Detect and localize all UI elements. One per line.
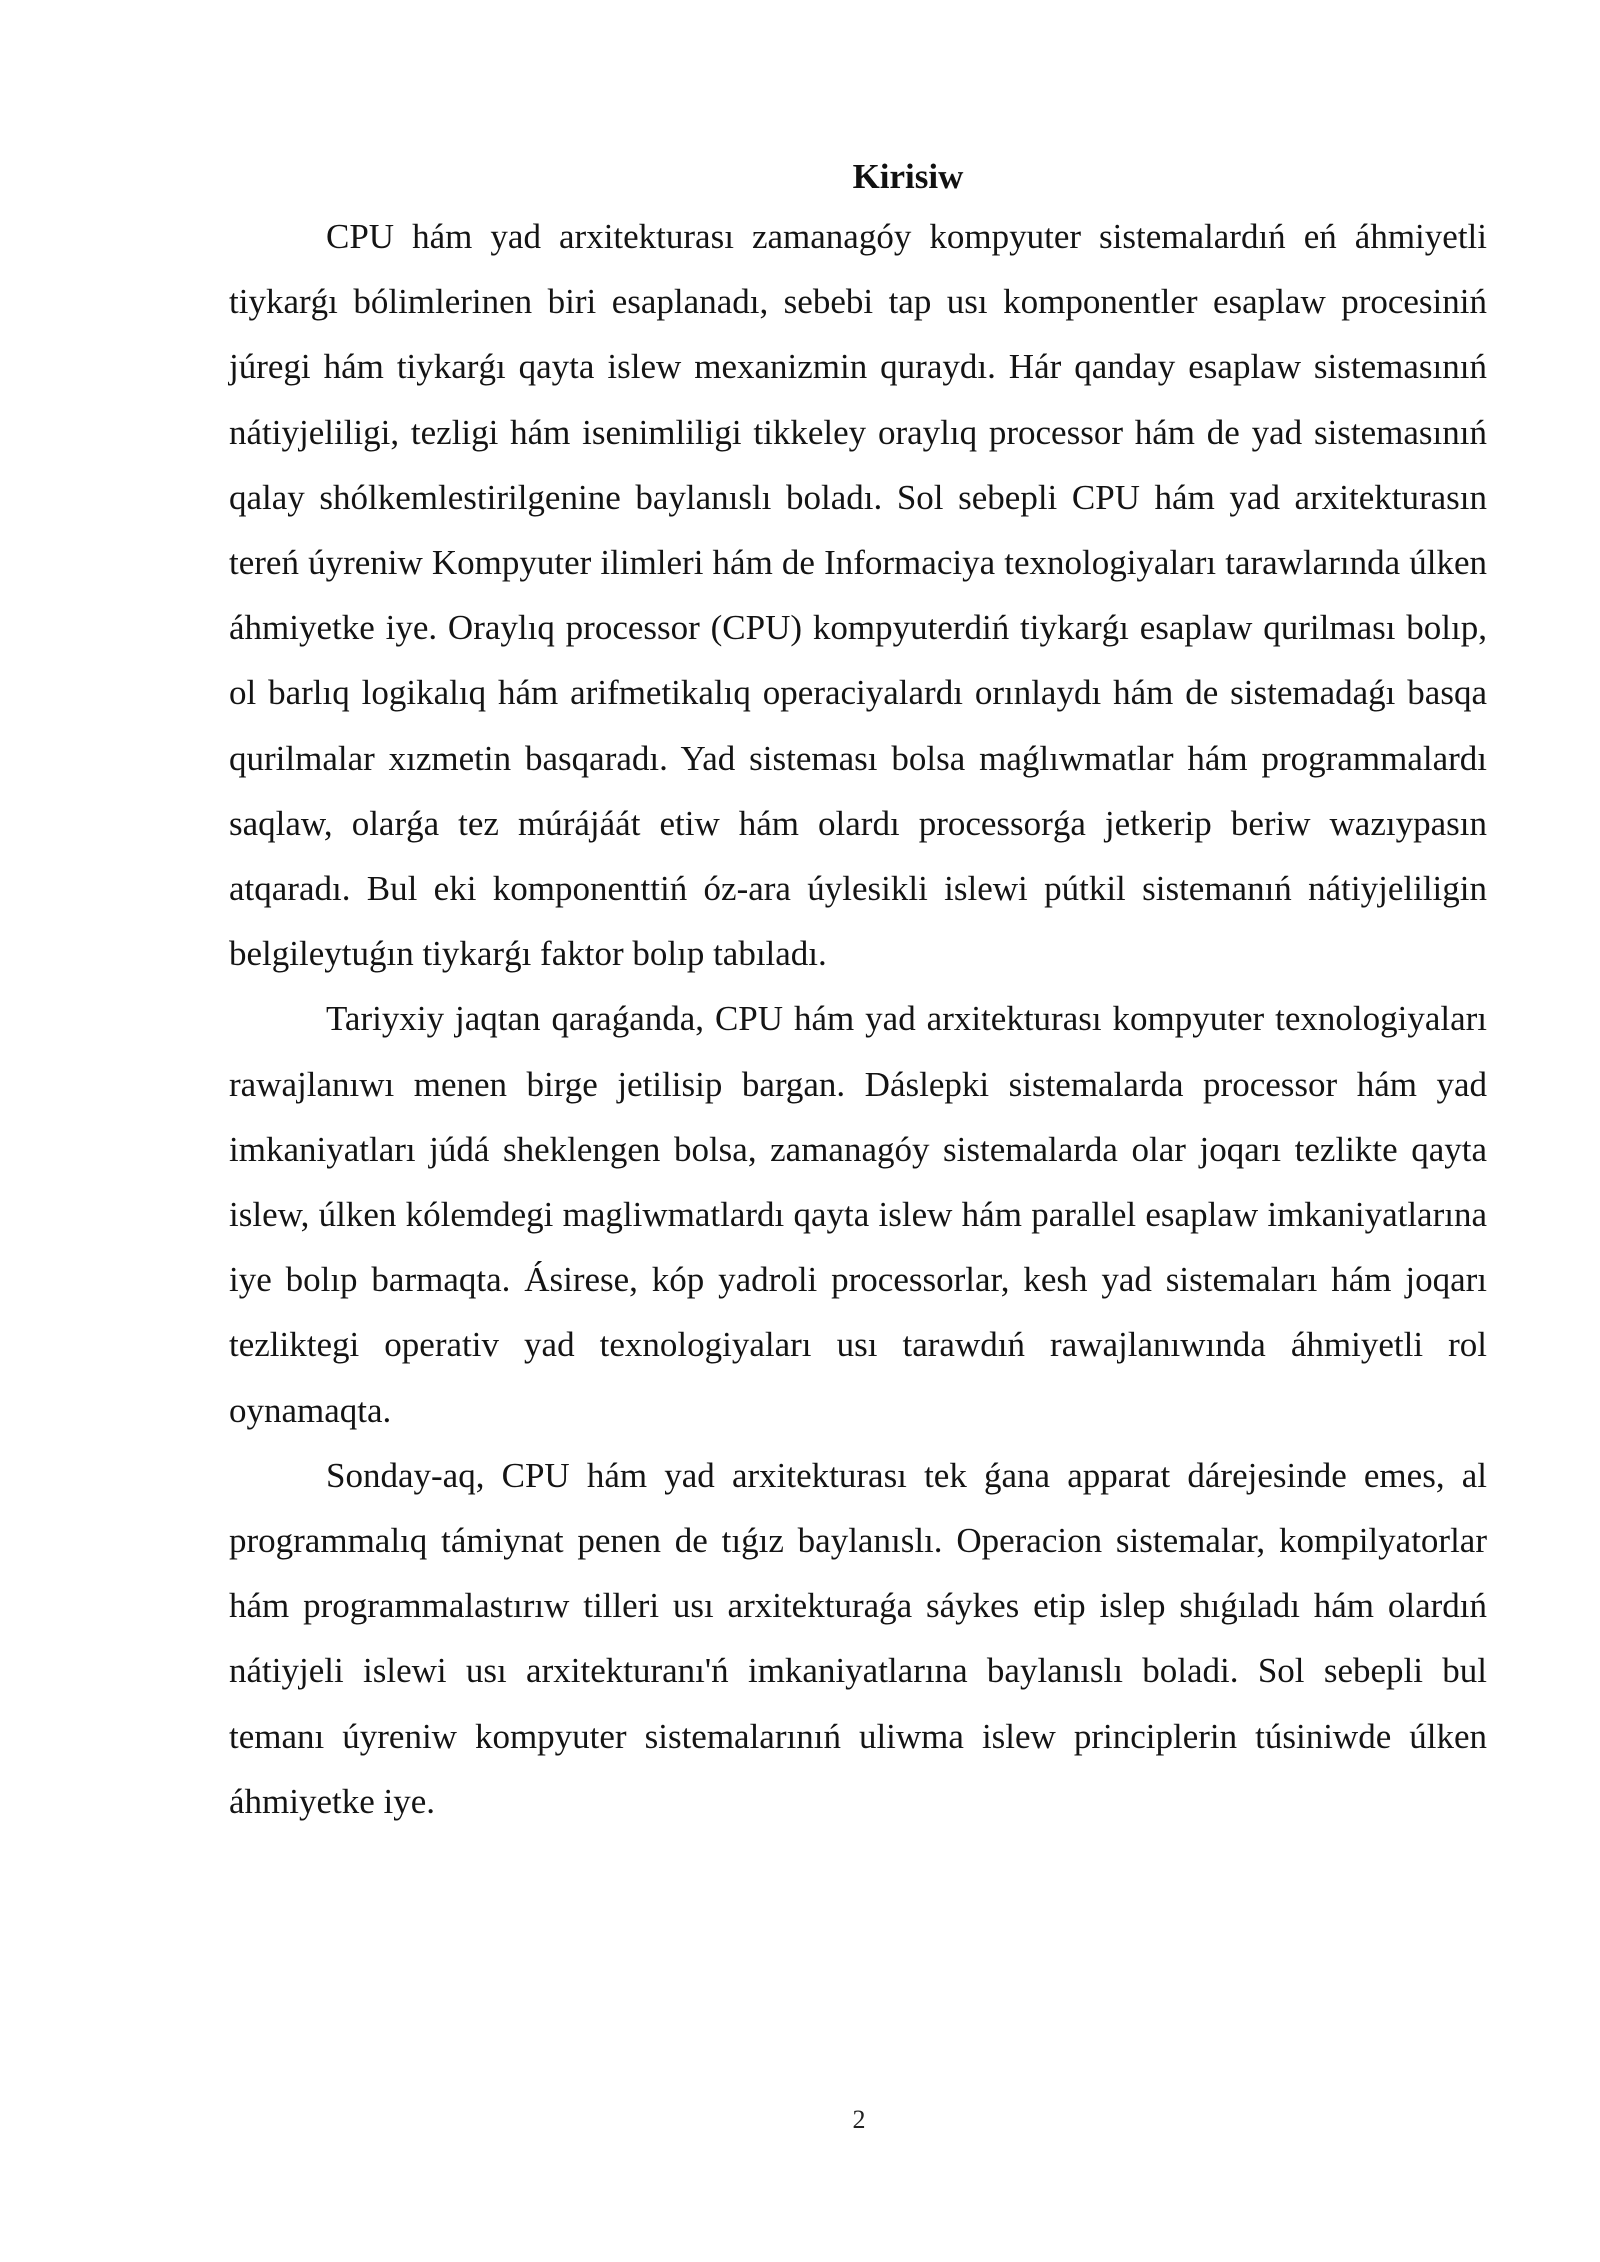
- paragraph-software: Sonday-aq, CPU hám yad arxitekturası tek ǵana apparat dárejesinde emes, al programmalıq támiynat penen de tıǵız baylanıslı. Operacion sistemalar, kompilyatorlar hám programmalastırıw tilleri usı arxitekturaǵa sáykes etip islep shıǵıladı hám olardıń nátiyjeli islewi usı arxitekturanı'ń imkaniyatlarına baylanıslı boladi. Sol sebepli bul temanı úyreniw kompyuter sistemalarınıń uliwma islew principlerin túsiniwde úlken áhmiyetke iye.: [229, 1455, 1487, 1821]
- page-content: [229, 150, 1487, 1834]
- paragraph-history: Tariyxiy jaqtan qaraǵanda, CPU hám yad arxitekturası kompyuter texnologiyaları rawajlanıwı menen birge jetilisip bargan. Dáslepki sistemalarda processor hám yad imkaniyatları júdá sheklengen bolsa, zamanagóy sistemalarda olar joqarı tezlikte qayta islew, úlken kólemdegi magliwmatlardı qayta islew hám parallel esaplaw imkaniyatlarına iye bolıp barmaqta. Ásirese, kóp yadroli processorlar, kesh yad sistemaları hám joqarı tezliktegi operativ yad texnologiyaları usı tarawdıń rawajlanıwında áhmiyetli rol oynamaqta.: [229, 999, 1487, 1430]
- paragraph-intro: CPU hám yad arxitekturası zamanagóy kompyuter sistemalardıń eń áhmiyetli tiykarǵı bólimlerinen biri esaplanadı, sebebi tap usı komponentler esaplaw procesiniń júregi hám tiykarǵı qayta islew mexanizmin quraydı. Hár qanday esaplaw sistemasınıń nátiyjeliligi, tezligi hám isenimliligi tikkeley oraylıq processor hám de yad sistemasınıń qalay shólkemlestirilgenine baylanıslı boladı. Sol sebepli CPU hám yad arxitekturasın tereń úyreniw Kompyuter ilimleri hám de Informaciya texnologiyaları tarawlarında úlken áhmiyetke iye. Oraylıq processor (CPU) kompyuterdiń tiykarǵı esaplaw qurilması bolıp, ol barlıq logikalıq hám arifmetikalıq operaciyalardı orınlaydı hám de sistemadaǵı basqa qurilmalar xızmetin basqaradı. Yad sisteması bolsa maǵlıwmatlar hám programmalardı saqlaw, olarǵa tez múrájáát etiw hám olardı processorǵa jetkerip beriw wazıypasın atqaradı. Bul eki komponenttiń óz-ara úylesikli islewi pútkil sistemanıń nátiyjeliligin belgileytuǵın tiykarǵı faktor bolıp tabıladı.: [229, 217, 1487, 974]
- page-number: 2: [852, 2105, 866, 2134]
- section-title: Kirisiw: [852, 157, 964, 196]
